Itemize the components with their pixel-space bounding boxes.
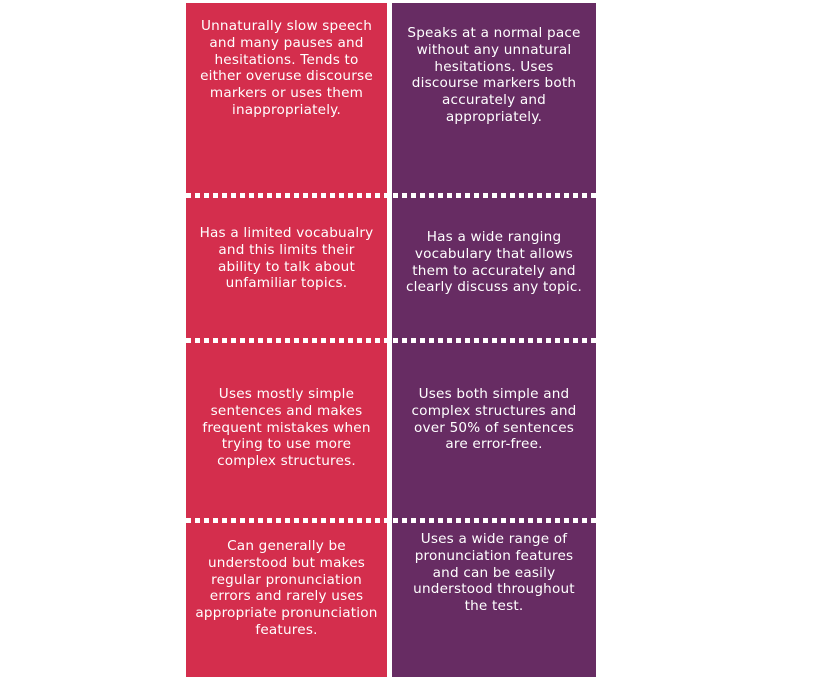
row-divider: [186, 518, 596, 523]
row-divider: [186, 338, 596, 343]
right-cell-fluency: Speaks at a normal pace without any unnatural hesitations. Uses discourse markers both accurately and appropriately.: [407, 25, 581, 125]
left-cell-pronunciation: Can generally be understood but makes regular pronunciation errors and rarely uses appropriate pronunciation features.: [195, 538, 378, 638]
right-cell-vocabulary: Has a wide ranging vocabulary that allows them to accurately and clearly discuss any topic.: [405, 229, 583, 296]
comparison-board: [186, 3, 596, 677]
row-divider: [186, 193, 596, 198]
left-cell-vocabulary: Has a limited vocabualry and this limits their ability to talk about unfamiliar topics.: [199, 225, 374, 292]
right-cell-grammar: Uses both simple and complex structures and over 50% of sentences are error-free.: [411, 386, 577, 453]
left-cell-grammar: Uses mostly simple sentences and makes frequent mistakes when trying to use more complex structures.: [202, 386, 371, 470]
left-cell-fluency: Unnaturally slow speech and many pauses and hesitations. Tends to either overuse discourse markers or uses them inappropriately.: [200, 18, 373, 118]
right-cell-pronunciation: Uses a wide range of pronunciation features and can be easily understood throughout the test.: [413, 531, 575, 615]
